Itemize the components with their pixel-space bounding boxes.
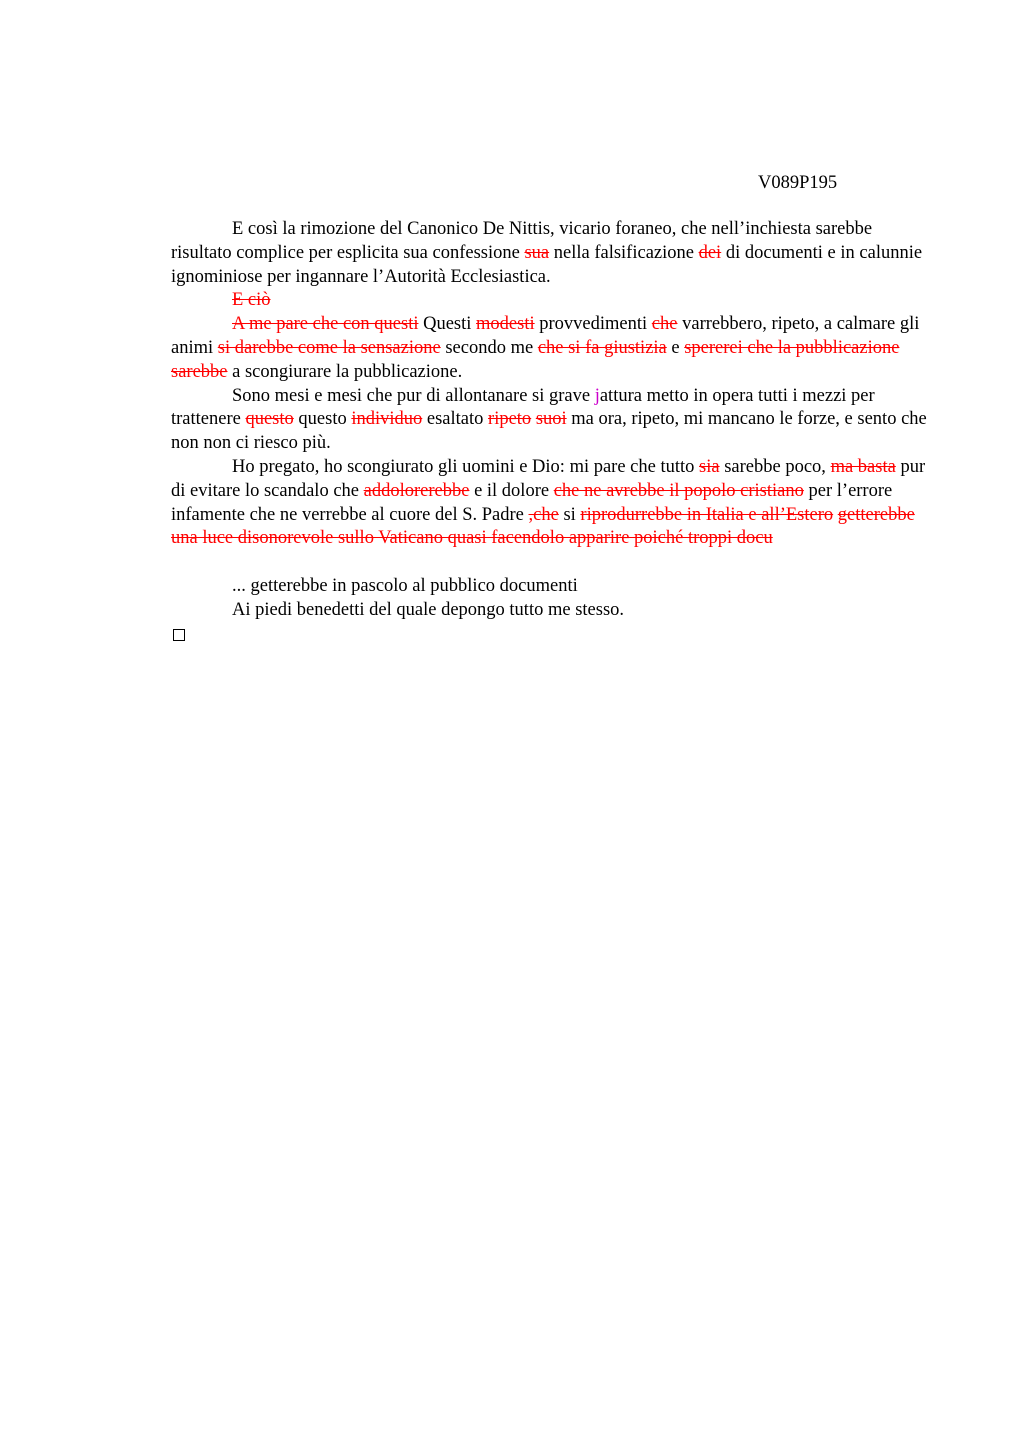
deleted-text: individuo (351, 409, 423, 430)
deleted-text: getterebbe una luce disonorevole sullo Vaticano quasi facendolo apparire poiché troppi docu (171, 504, 915, 549)
deleted-text: E ciò (232, 290, 271, 311)
text-run: attura metto in opera tutti i mezzi per trattenere (171, 385, 875, 430)
document-body (171, 218, 933, 648)
text-run: per l’errore infamente che ne verrebbe al cuore del S. Padre (171, 480, 893, 525)
text-run: pur di evitare lo scandalo che (171, 456, 926, 501)
inserted-text: j (594, 385, 600, 406)
text-run: Questi (418, 314, 477, 335)
deleted-text: che ne avrebbe il popolo cristiano (553, 480, 804, 501)
text-run: di documenti e in calunnie ignominiose per ingannare l’Autorità Ecclesiastica. (171, 242, 923, 287)
deleted-text: sia (699, 456, 720, 477)
text-run: provvedimenti (534, 314, 652, 335)
paragraph (171, 599, 933, 623)
deleted-text: ma basta (830, 456, 896, 477)
deleted-text: dei (698, 242, 722, 263)
text-run: nella falsificazione (549, 242, 699, 263)
text-run: e il dolore (469, 480, 554, 501)
text-run: ... getterebbe in pascolo al pubblico documenti (232, 575, 578, 596)
deleted-text: spererei che la pubblicazione sarebbe (171, 337, 900, 382)
paragraph (171, 385, 933, 456)
deleted-text: A me pare che con questi (232, 314, 419, 335)
deleted-text: riprodurrebbe in Italia e all’Estero (580, 504, 834, 525)
deleted-text: che si fa giustizia (537, 337, 667, 358)
deleted-text: si darebbe come la sensazione (217, 337, 441, 358)
text-run: secondo me (440, 337, 538, 358)
text-run: Ai piedi benedetti del quale depongo tutto me stesso. (232, 599, 625, 620)
deleted-text: sua (524, 242, 550, 263)
text-run: varrebbero, ripeto, a calmare gli animi (171, 314, 920, 358)
deleted-text: modesti (476, 314, 535, 335)
empty-box-icon (173, 629, 185, 641)
text-run: E così la rimozione del Canonico De Nittis, vicario foraneo, che nell’inchiesta sarebbe risultato complice per esplicita sua confessione (171, 219, 873, 263)
text-run: questo (293, 409, 352, 430)
text-run: ma ora, ripeto, mi mancano le forze, e sento che non non ci riesco più. (171, 409, 927, 454)
deleted-text: addolorerebbe (363, 480, 470, 501)
paragraph (171, 313, 933, 384)
text-run: Sono mesi e mesi che pur di allontanare si grave (232, 385, 595, 406)
deleted-text: questo (245, 409, 294, 430)
deleted-text: ,che (528, 504, 559, 525)
text-run: Ho pregato, ho scongiurato gli uomini e Dio: mi pare che tutto (232, 456, 700, 477)
text-run: e (666, 337, 685, 358)
blank-line (171, 551, 933, 575)
text-run: esaltato (422, 409, 489, 430)
text-run: a scongiurare la pubblicazione. (227, 361, 463, 382)
page-identifier: V089P195 (758, 173, 838, 193)
paragraph (171, 575, 933, 599)
text-run: sarebbe poco, (719, 456, 831, 477)
paragraph (171, 289, 933, 313)
paragraph (171, 456, 933, 551)
deleted-text: suoi (535, 409, 567, 430)
deleted-text: che (651, 314, 678, 335)
deleted-text: ripeto (488, 409, 532, 430)
paragraph (171, 218, 933, 289)
text-run: si (558, 504, 581, 525)
end-marker-line (171, 623, 933, 649)
